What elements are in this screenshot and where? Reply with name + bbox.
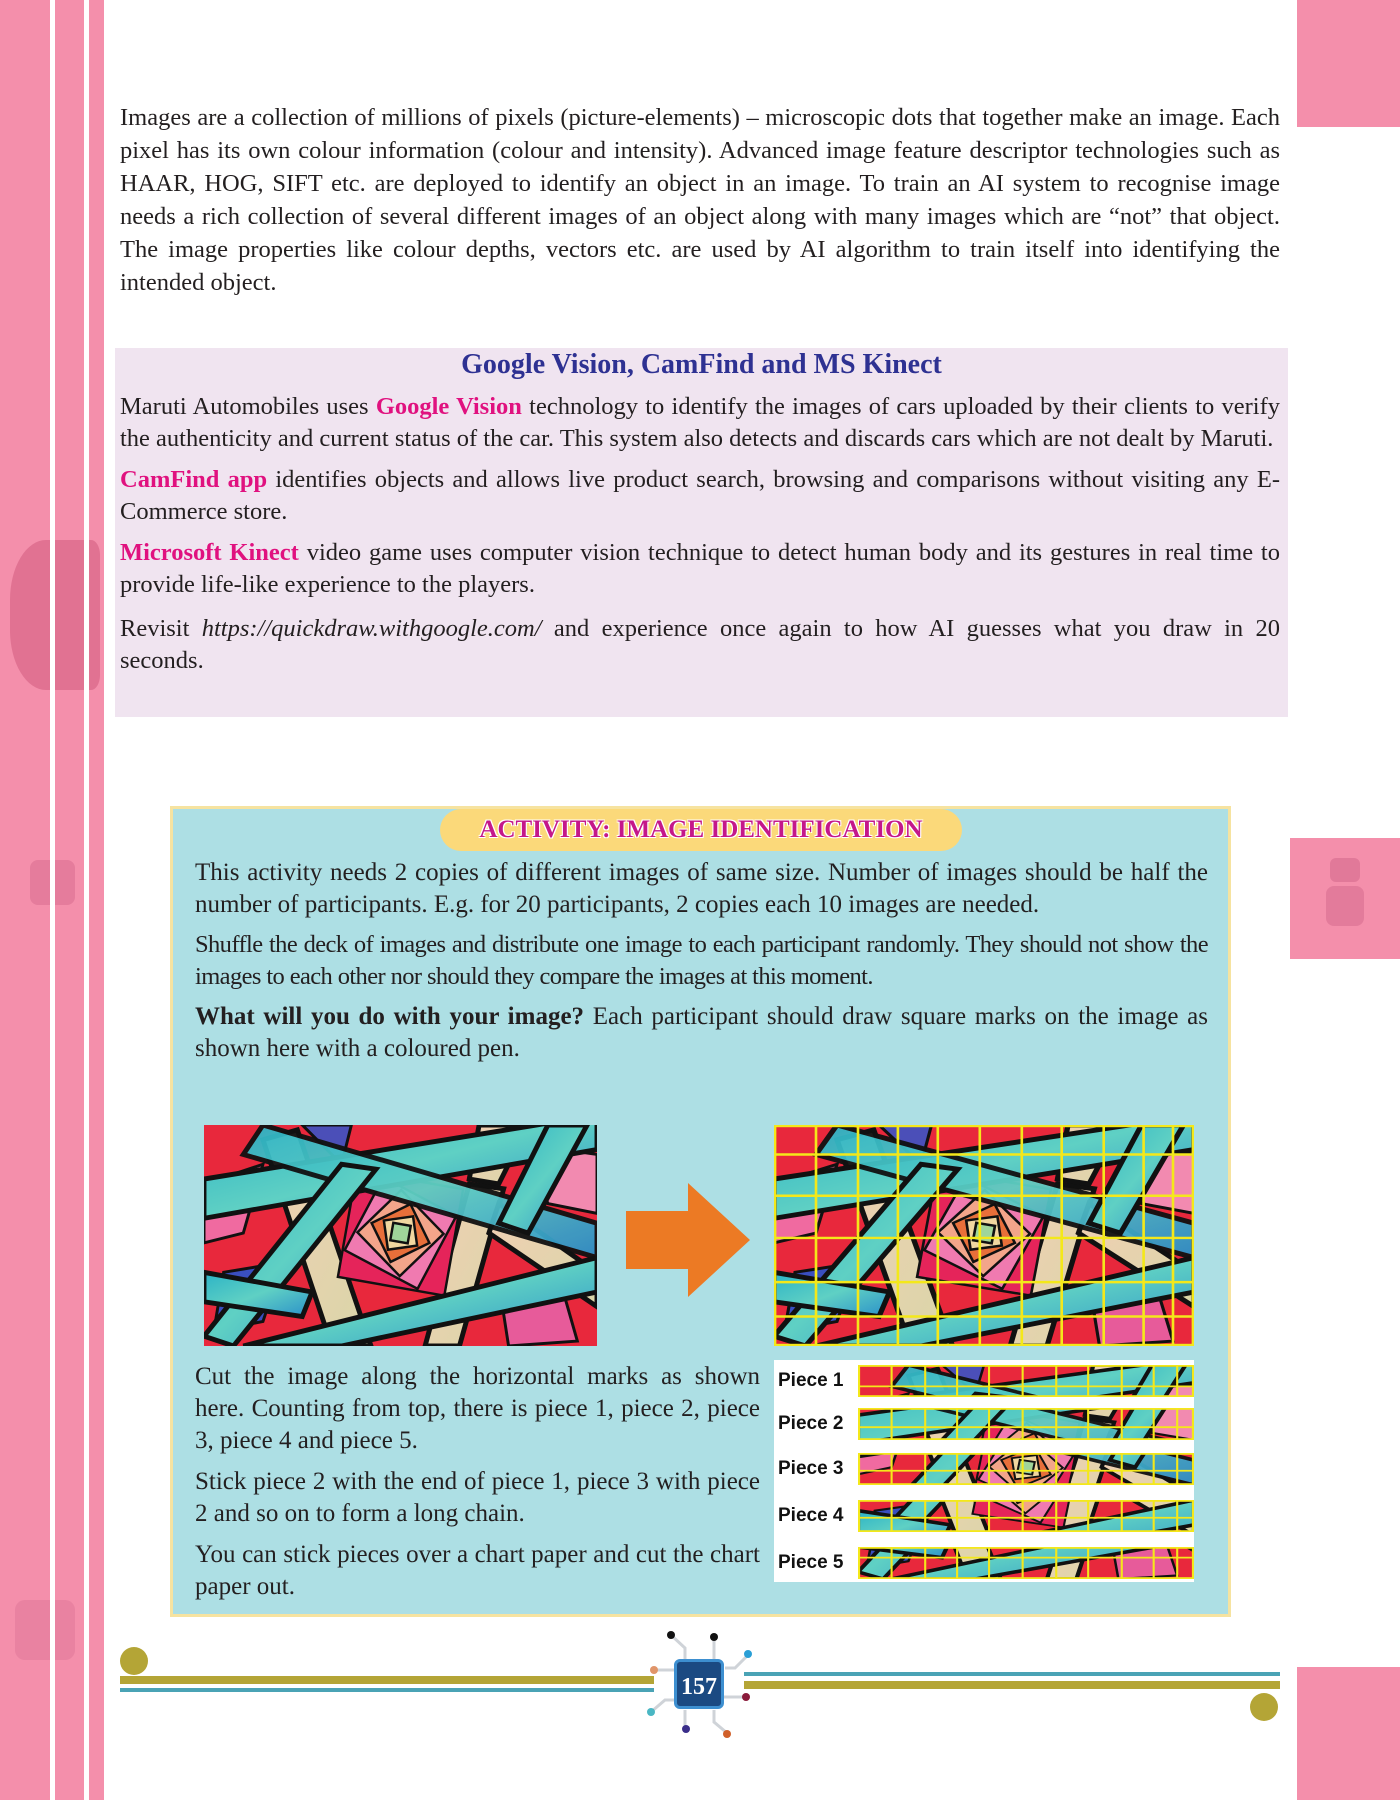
text: Maruti Automobiles uses xyxy=(120,393,376,420)
activity-paragraph: Shuffle the deck of images and distribute one image to each participant randomly. They should not show the images to each other nor should they compare the images at this moment. xyxy=(195,931,1208,990)
pieces-panel xyxy=(774,1360,1194,1582)
robot-deco-block xyxy=(1290,838,1400,959)
piece-strip xyxy=(858,1365,1194,1397)
highlight-kinect: Microsoft Kinect xyxy=(120,539,299,566)
piece-strip xyxy=(858,1453,1194,1485)
text: identifies objects and allows live product search, browsing and comparisons without visiting any E-Commerce store. xyxy=(120,466,1280,525)
strip-divider xyxy=(50,0,55,1800)
piece-label: Piece 1 xyxy=(778,1370,844,1391)
question-bold: What will you do with your image? xyxy=(195,1003,585,1030)
text: Each participant should draw square marks on the image as shown here with a coloured pen. xyxy=(195,1003,1208,1062)
page-number: 157 xyxy=(674,1659,724,1709)
activity-instructions xyxy=(195,857,1208,1073)
quickdraw-link[interactable]: https://quickdraw.withgoogle.com/ xyxy=(201,615,542,642)
info-box xyxy=(115,348,1288,717)
intro-text: Images are a collection of millions of pixels (picture-elements) – microscopic dots that together make an image. Each pixel has its own colour information (colour and intensity). Advanced image feature descriptor technologies such as HAAR, HOG, SIFT etc. are deployed to identify an object in an image. To train an AI system to recognise image needs a rich collection of several different images of an object along with many images which are “not” that object. The image properties like colour depths, vectors etc. are used by AI algorithm to train itself into identifying the intended object. xyxy=(120,104,1280,296)
text: video game uses computer vision technique to detect human body and its gestures in real time to provide life-like experience to the players. xyxy=(120,539,1280,598)
activity-paragraph: You can stick pieces over a chart paper and cut the chart paper out. xyxy=(195,1541,760,1600)
gridded-image xyxy=(774,1125,1194,1346)
activity-box xyxy=(170,806,1231,1617)
info-box-title-wrap xyxy=(115,348,1288,382)
text: technology to identify the images of cars uploaded by their clients to verify the authenticity and current status of the car. This system also detects and discards cars which are not dealt by Maruti. xyxy=(120,393,1280,452)
activity-paragraph: Cut the image along the horizontal marks as shown here. Counting from top, there is piece 1, piece 2, piece 3, piece 4 and piece 5. xyxy=(195,1363,760,1454)
camfind-paragraph xyxy=(120,464,1280,528)
original-image xyxy=(204,1125,597,1346)
google-vision-paragraph xyxy=(120,391,1280,455)
piece-strip xyxy=(858,1547,1194,1579)
activity-title: ACTIVITY: IMAGE IDENTIFICATION xyxy=(440,809,962,851)
activity-paragraph: This activity needs 2 copies of different images of same size. Number of images should be half the number of participants. E.g. for 20 participants, 2 copies each 10 images are needed. xyxy=(195,859,1208,918)
piece-label: Piece 3 xyxy=(778,1458,844,1479)
robot-body-icon xyxy=(1326,886,1364,926)
highlight-google-vision: Google Vision xyxy=(375,393,522,420)
quickdraw-paragraph xyxy=(120,613,1280,677)
activity-paragraph xyxy=(195,1001,1208,1065)
highlight-camfind: CamFind app xyxy=(120,466,268,493)
arrow-right-icon xyxy=(626,1183,750,1297)
text: Revisit xyxy=(120,615,202,642)
piece-strip xyxy=(858,1500,1194,1532)
kinect-paragraph xyxy=(120,537,1280,601)
strip-divider xyxy=(84,0,89,1800)
piece-strip xyxy=(858,1408,1194,1440)
right-deco-block-top xyxy=(1297,0,1400,127)
cutting-instructions xyxy=(195,1361,760,1612)
activity-paragraph: Stick piece 2 with the end of piece 1, piece 3 with piece 2 and so on to form a long chain. xyxy=(195,1468,760,1527)
piece-label: Piece 5 xyxy=(778,1552,844,1573)
info-box-body xyxy=(120,391,1280,686)
info-box-title: Google Vision, CamFind and MS Kinect xyxy=(461,349,942,380)
text: and experience once again to how AI guesses what you draw in 20 seconds. xyxy=(120,615,1280,674)
piece-label: Piece 4 xyxy=(778,1505,844,1526)
intro-paragraph xyxy=(120,101,1280,299)
robot-icon xyxy=(1330,858,1360,882)
piece-label: Piece 2 xyxy=(778,1413,844,1434)
